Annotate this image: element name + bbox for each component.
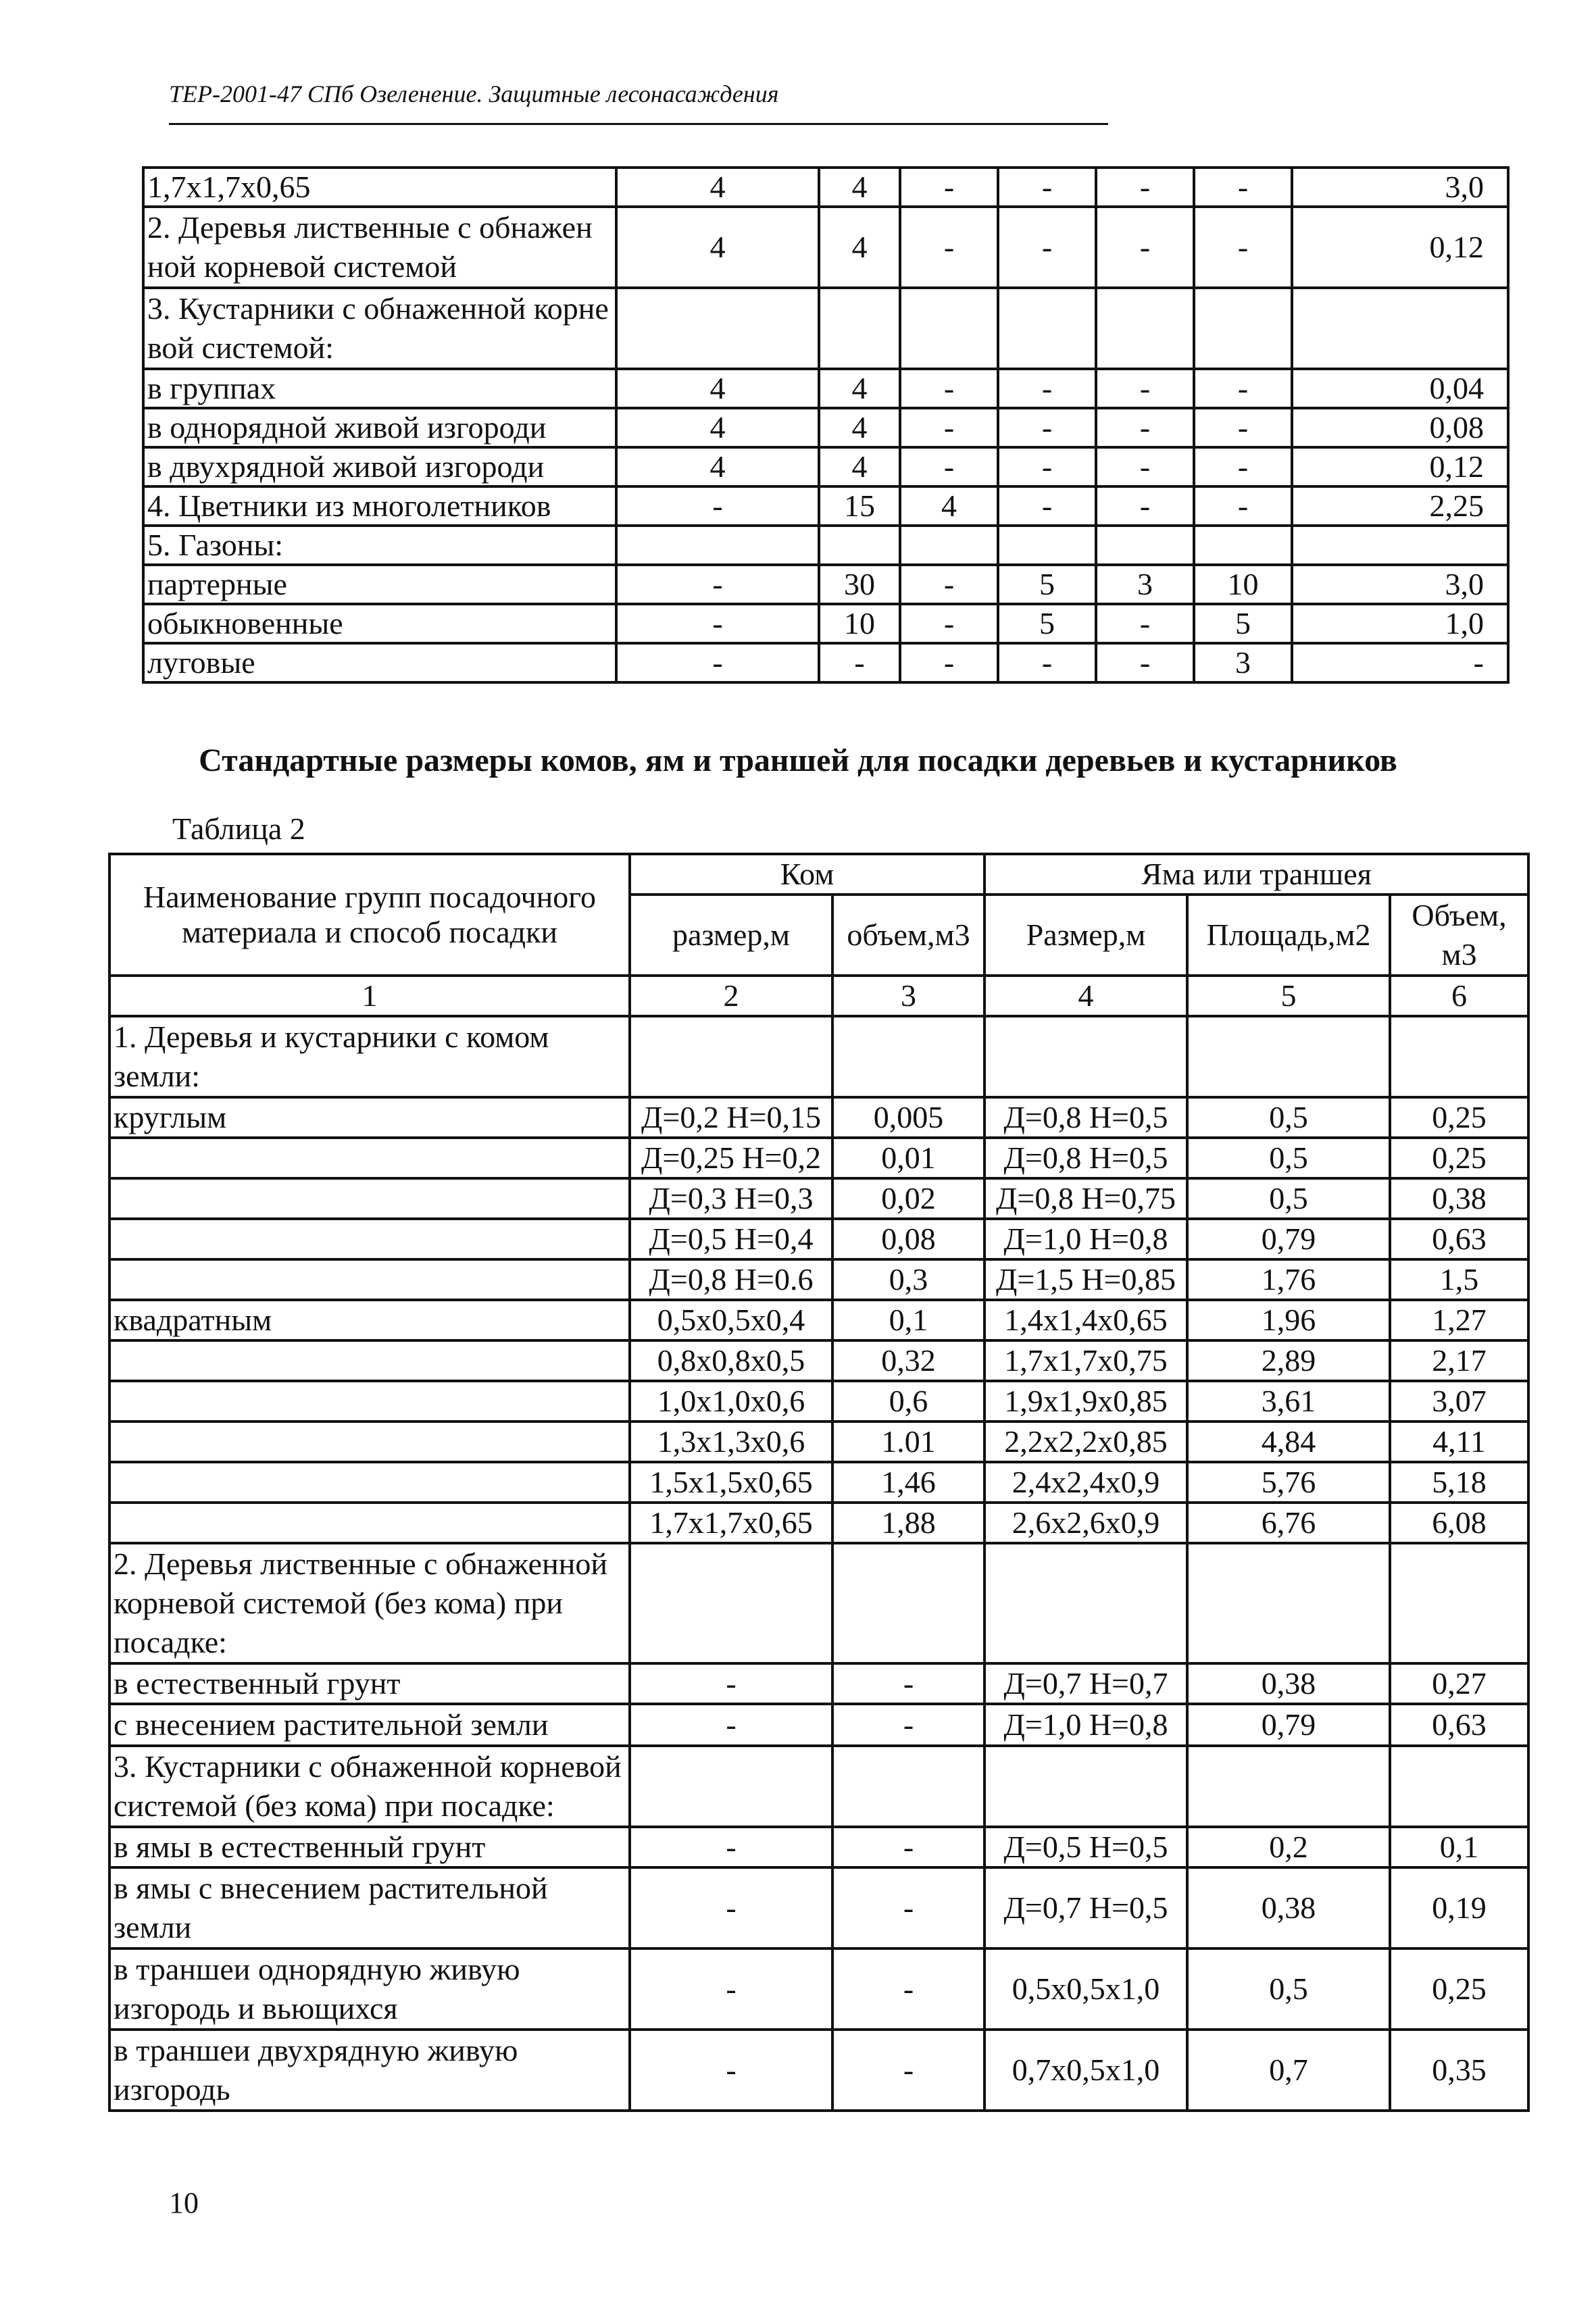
table-cell: 0,005	[832, 1097, 984, 1138]
table-cell	[832, 1543, 984, 1663]
table-row	[143, 565, 1508, 604]
table-cell: 0,12	[1292, 447, 1508, 486]
table-row	[143, 604, 1508, 643]
table-cell: -	[630, 1948, 832, 2030]
table-row	[109, 1746, 1528, 1827]
table-cell: -	[998, 369, 1096, 408]
table-cell: 1,0х1,0х0,6	[630, 1381, 832, 1422]
table-cell: 10	[1194, 565, 1292, 604]
row-label: в естественный грунт	[109, 1663, 630, 1704]
table-cell	[1187, 1543, 1390, 1663]
table-cell: -	[998, 447, 1096, 486]
table-cell: 1,46	[832, 1462, 984, 1503]
table-cell: 1,5	[1390, 1259, 1528, 1300]
table-cell: 4,11	[1390, 1422, 1528, 1462]
table-cell: 2,25	[1292, 486, 1508, 526]
table-row	[109, 1948, 1528, 2030]
table-cell: 4	[616, 369, 819, 408]
row-label	[109, 1381, 630, 1422]
row-label: квадратным	[109, 1300, 630, 1340]
row-label: 5. Газоны:	[143, 526, 616, 565]
table-cell: -	[998, 207, 1096, 288]
table-cell: 6,08	[1390, 1503, 1528, 1543]
table-cell: -	[630, 1663, 832, 1704]
table-row	[109, 1219, 1528, 1259]
table-cell: 0,63	[1390, 1704, 1528, 1746]
table-cell: 0,25	[1390, 1948, 1528, 2030]
table-row	[109, 1300, 1528, 1340]
table-cell: -	[630, 2030, 832, 2111]
table-row	[109, 1543, 1528, 1663]
table-cell: 0,08	[1292, 408, 1508, 447]
table-cell: 2,17	[1390, 1340, 1528, 1381]
table-cell: Д=0,25 Н=0,2	[630, 1138, 832, 1178]
table-cell: Д=0,8 Н=0,5	[984, 1097, 1187, 1138]
table-cell: -	[630, 1704, 832, 1746]
table-cell: -	[630, 1867, 832, 1948]
column-number: 4	[984, 976, 1187, 1016]
table-cell: 0,7х0,5х1,0	[984, 2030, 1187, 2111]
table-cell: -	[1096, 369, 1194, 408]
table-cell: Д=1,0 Н=0,8	[984, 1219, 1187, 1259]
yama-volume-header: Объем, м3	[1390, 895, 1528, 976]
table-cell: 3,0	[1292, 168, 1508, 207]
table-row	[109, 1016, 1528, 1097]
table-cell: 1,5х1,5х0,65	[630, 1462, 832, 1503]
table-cell: 0,35	[1390, 2030, 1528, 2111]
table-cell	[1390, 1016, 1528, 1097]
table-cell	[630, 1543, 832, 1663]
table-cell: 0,27	[1390, 1663, 1528, 1704]
table-cell: Д=1,5 Н=0,85	[984, 1259, 1187, 1300]
kom-header: Ком	[630, 854, 984, 895]
table-cell: 1,9х1,9х0,85	[984, 1381, 1187, 1422]
table-cell: -	[998, 643, 1096, 682]
table-cell: 0,38	[1187, 1867, 1390, 1948]
table-cell: 1,4х1,4х0,65	[984, 1300, 1187, 1340]
table-cell: 4	[616, 447, 819, 486]
table-row	[109, 1340, 1528, 1381]
table-cell: 6,76	[1187, 1503, 1390, 1543]
row-label: с внесением растительной земли	[109, 1704, 630, 1746]
table-cell: 5	[1194, 604, 1292, 643]
table-row	[143, 447, 1508, 486]
column-number: 3	[832, 976, 984, 1016]
table-cell: 0,63	[1390, 1219, 1528, 1259]
table-cell: 0,2	[1187, 1827, 1390, 1867]
table-cell: Д=0,8 Н=0.6	[630, 1259, 832, 1300]
table-1	[142, 166, 1510, 684]
table-cell: 2,89	[1187, 1340, 1390, 1381]
row-label: в однорядной живой изгороди	[143, 408, 616, 447]
table-cell: 1,3х1,3х0,6	[630, 1422, 832, 1462]
row-label: в двухрядной живой изгороди	[143, 447, 616, 486]
table-cell: -	[900, 604, 998, 643]
table-cell	[1390, 1543, 1528, 1663]
table-cell	[900, 288, 998, 369]
table-cell	[984, 1016, 1187, 1097]
table-cell	[630, 1746, 832, 1827]
table-cell: -	[1194, 168, 1292, 207]
table-cell: 0,02	[832, 1178, 984, 1219]
table-cell: 10	[819, 604, 900, 643]
table-cell: 0,8х0,8х0,5	[630, 1340, 832, 1381]
table-cell: 0,1	[1390, 1827, 1528, 1867]
table-cell: 0,38	[1187, 1663, 1390, 1704]
table-cell: 0,5	[1187, 1948, 1390, 2030]
table-cell: 1,7х1,7х0,75	[984, 1340, 1187, 1381]
row-label	[109, 1422, 630, 1462]
table-cell	[1187, 1746, 1390, 1827]
table-cell: 1.01	[832, 1422, 984, 1462]
table-cell: -	[900, 447, 998, 486]
table-cell	[1187, 1016, 1390, 1097]
row-label: партерные	[143, 565, 616, 604]
table-row	[143, 288, 1508, 369]
table-cell: 0,19	[1390, 1867, 1528, 1948]
table-cell: 30	[819, 565, 900, 604]
table-cell: 0,6	[832, 1381, 984, 1422]
table-cell: Д=0,3 Н=0,3	[630, 1178, 832, 1219]
table-cell: -	[832, 1827, 984, 1867]
table-cell	[1096, 526, 1194, 565]
table-cell: 0,01	[832, 1138, 984, 1178]
table-cell: 4	[900, 486, 998, 526]
table-cell: -	[819, 643, 900, 682]
table-cell: -	[900, 408, 998, 447]
row-label: 1. Деревья и кустарники с комом земли:	[109, 1016, 630, 1097]
row-label: в группах	[143, 369, 616, 408]
kom-size-header: размер,м	[630, 895, 832, 976]
table-cell: Д=0,5 Н=0,5	[984, 1827, 1187, 1867]
table-cell: 4	[616, 168, 819, 207]
row-label	[109, 1259, 630, 1300]
row-label: 3. Кустарники с обнаженной корне вой системой:	[143, 288, 616, 369]
table-cell: 4	[819, 369, 900, 408]
table-row	[109, 1178, 1528, 1219]
table-cell	[616, 288, 819, 369]
table-cell: 4	[819, 168, 900, 207]
table-cell: -	[900, 643, 998, 682]
table-cell: -	[630, 1827, 832, 1867]
table-cell: -	[1096, 207, 1194, 288]
table-cell: 1,96	[1187, 1300, 1390, 1340]
row-label	[109, 1503, 630, 1543]
row-label: в траншеи однорядную живую изгородь и вьющихся	[109, 1948, 630, 2030]
table-cell: 0,08	[832, 1219, 984, 1259]
table-row	[109, 1462, 1528, 1503]
row-label: 2. Деревья лиственные с обнажен ной корневой системой	[143, 207, 616, 288]
table-cell: -	[1096, 408, 1194, 447]
table-cell: 0,04	[1292, 369, 1508, 408]
table-cell: -	[832, 1867, 984, 1948]
column-number: 6	[1390, 976, 1528, 1016]
table-row	[143, 207, 1508, 288]
table-cell	[1390, 1746, 1528, 1827]
row-label: в ямы с внесением растительной земли	[109, 1867, 630, 1948]
table-cell: 3,61	[1187, 1381, 1390, 1422]
row-label: в ямы в естественный грунт	[109, 1827, 630, 1867]
table-2	[108, 853, 1530, 2112]
table-row	[109, 1503, 1528, 1543]
table-cell	[998, 526, 1096, 565]
kom-volume-header: объем,м3	[832, 895, 984, 976]
table-caption: Таблица 2	[172, 811, 305, 846]
table-row	[143, 168, 1508, 207]
table-cell	[984, 1543, 1187, 1663]
table-cell: -	[900, 565, 998, 604]
table-cell	[630, 1016, 832, 1097]
row-label	[109, 1340, 630, 1381]
table-cell: 5	[998, 565, 1096, 604]
table-cell	[832, 1746, 984, 1827]
column-number: 2	[630, 976, 832, 1016]
table-cell	[1292, 288, 1508, 369]
table-cell: 0,79	[1187, 1219, 1390, 1259]
table-cell: 3	[1096, 565, 1194, 604]
table-row	[109, 1704, 1528, 1746]
table-cell	[1292, 526, 1508, 565]
table-cell: 0,5х0,5х1,0	[984, 1948, 1187, 2030]
table-row	[109, 1663, 1528, 1704]
column-number: 5	[1187, 976, 1390, 1016]
table-cell: 3,0	[1292, 565, 1508, 604]
table-cell: -	[832, 1663, 984, 1704]
yama-area-header: Площадь,м2	[1187, 895, 1390, 976]
table-cell: 0,7	[1187, 2030, 1390, 2111]
table-cell: -	[1096, 447, 1194, 486]
table-cell: -	[1096, 486, 1194, 526]
row-label: 4. Цветники из многолетников	[143, 486, 616, 526]
page-number: 10	[169, 2186, 199, 2219]
table-cell: Д=1,0 Н=0,8	[984, 1704, 1187, 1746]
table-cell: 5	[998, 604, 1096, 643]
table-cell: -	[832, 2030, 984, 2111]
table-cell: 3	[1194, 643, 1292, 682]
table-cell: -	[998, 168, 1096, 207]
row-label	[109, 1178, 630, 1219]
row-label: 2. Деревья лиственные с обнаженной корневой системой (без кома) при посадке:	[109, 1543, 630, 1663]
table-cell: 1,88	[832, 1503, 984, 1543]
table-row	[109, 1259, 1528, 1300]
table-cell: 0,25	[1390, 1138, 1528, 1178]
row-label: в траншеи двухрядную живую изгородь	[109, 2030, 630, 2111]
table-cell	[1096, 288, 1194, 369]
column-number-row	[109, 976, 1528, 1016]
table-cell	[900, 526, 998, 565]
row-label: луговые	[143, 643, 616, 682]
row-label	[109, 1462, 630, 1503]
table-cell	[1194, 526, 1292, 565]
table-cell: 15	[819, 486, 900, 526]
table-cell: Д=0,8 Н=0,75	[984, 1178, 1187, 1219]
table-cell	[616, 526, 819, 565]
table-cell: 0,5	[1187, 1178, 1390, 1219]
table-cell: Д=0,5 Н=0,4	[630, 1219, 832, 1259]
table-row	[143, 526, 1508, 565]
table-cell: -	[616, 565, 819, 604]
table-cell: 1,7х1,7х0,65	[630, 1503, 832, 1543]
table-row	[143, 643, 1508, 682]
table-cell: 0,79	[1187, 1704, 1390, 1746]
table-cell: -	[1096, 604, 1194, 643]
table-cell	[832, 1016, 984, 1097]
table-cell: -	[900, 207, 998, 288]
table-row	[109, 1138, 1528, 1178]
table-cell: 4	[616, 207, 819, 288]
table-cell: -	[900, 168, 998, 207]
table-cell: -	[616, 604, 819, 643]
table-header-row	[109, 854, 1528, 895]
table-cell: 0,5	[1187, 1138, 1390, 1178]
yama-size-header: Размер,м	[984, 895, 1187, 976]
section-title: Стандартные размеры комов, ям и траншей для посадки деревьев и кустарников	[199, 743, 1397, 778]
table-cell: -	[998, 486, 1096, 526]
table-cell: -	[616, 486, 819, 526]
table-cell: -	[832, 1704, 984, 1746]
table-row	[109, 1097, 1528, 1138]
table-row	[143, 408, 1508, 447]
running-header: ТЕР-2001-47 СПб Озеленение. Защитные лесонасаждения	[169, 80, 1108, 125]
table-cell: 0,3	[832, 1259, 984, 1300]
table-cell: -	[1096, 168, 1194, 207]
row-label: круглым	[109, 1097, 630, 1138]
table-cell: 5,76	[1187, 1462, 1390, 1503]
table-row	[109, 1422, 1528, 1462]
table-row	[143, 369, 1508, 408]
row-label	[109, 1219, 630, 1259]
table-cell	[1194, 288, 1292, 369]
table-cell: -	[998, 408, 1096, 447]
table-cell: 4	[819, 447, 900, 486]
table-cell: -	[1194, 408, 1292, 447]
table-cell: 0,1	[832, 1300, 984, 1340]
table-cell: Д=0,8 Н=0,5	[984, 1138, 1187, 1178]
table-cell: 4	[616, 408, 819, 447]
table-cell: 3,07	[1390, 1381, 1528, 1422]
table-cell	[819, 288, 900, 369]
table-row	[109, 1827, 1528, 1867]
table-cell: -	[900, 369, 998, 408]
row-label: 3. Кустарники с обнаженной корневой системой (без кома) при посадке:	[109, 1746, 630, 1827]
table-cell: -	[1194, 486, 1292, 526]
table-cell: 4	[819, 408, 900, 447]
table-cell: -	[832, 1948, 984, 2030]
table-row	[109, 1381, 1528, 1422]
table-cell: 2,6х2,6х0,9	[984, 1503, 1187, 1543]
table-cell: -	[1194, 447, 1292, 486]
table-cell: 0,5	[1187, 1097, 1390, 1138]
table-cell: -	[1194, 369, 1292, 408]
table-row	[109, 1867, 1528, 1948]
table-cell: 0,5х0,5х0,4	[630, 1300, 832, 1340]
table-cell: Д=0,2 Н=0,15	[630, 1097, 832, 1138]
table-cell: 1,0	[1292, 604, 1508, 643]
yama-header: Яма или траншея	[984, 854, 1528, 895]
table-cell: 0,12	[1292, 207, 1508, 288]
table-cell	[984, 1746, 1187, 1827]
column-number: 1	[109, 976, 630, 1016]
table-cell	[819, 526, 900, 565]
table-cell: 4	[819, 207, 900, 288]
row-label: обыкновенные	[143, 604, 616, 643]
table-cell: -	[1096, 643, 1194, 682]
table-cell: 1,76	[1187, 1259, 1390, 1300]
table-cell: 0,25	[1390, 1097, 1528, 1138]
group-name-header: Наименование групп посадочного материала и способ посадки	[109, 854, 630, 976]
table-cell: -	[616, 643, 819, 682]
table-row	[109, 2030, 1528, 2111]
table-cell: 5,18	[1390, 1462, 1528, 1503]
table-row	[143, 486, 1508, 526]
table-cell: 0,38	[1390, 1178, 1528, 1219]
table-cell: Д=0,7 Н=0,5	[984, 1867, 1187, 1948]
table-cell: 0,32	[832, 1340, 984, 1381]
table-cell: -	[1194, 207, 1292, 288]
table-cell: -	[1292, 643, 1508, 682]
row-label	[109, 1138, 630, 1178]
table-cell: 4,84	[1187, 1422, 1390, 1462]
table-cell: Д=0,7 Н=0,7	[984, 1663, 1187, 1704]
table-cell: 2,4х2,4х0,9	[984, 1462, 1187, 1503]
table-cell: 2,2х2,2х0,85	[984, 1422, 1187, 1462]
row-label: 1,7х1,7х0,65	[143, 168, 616, 207]
table-cell: 1,27	[1390, 1300, 1528, 1340]
table-cell	[998, 288, 1096, 369]
